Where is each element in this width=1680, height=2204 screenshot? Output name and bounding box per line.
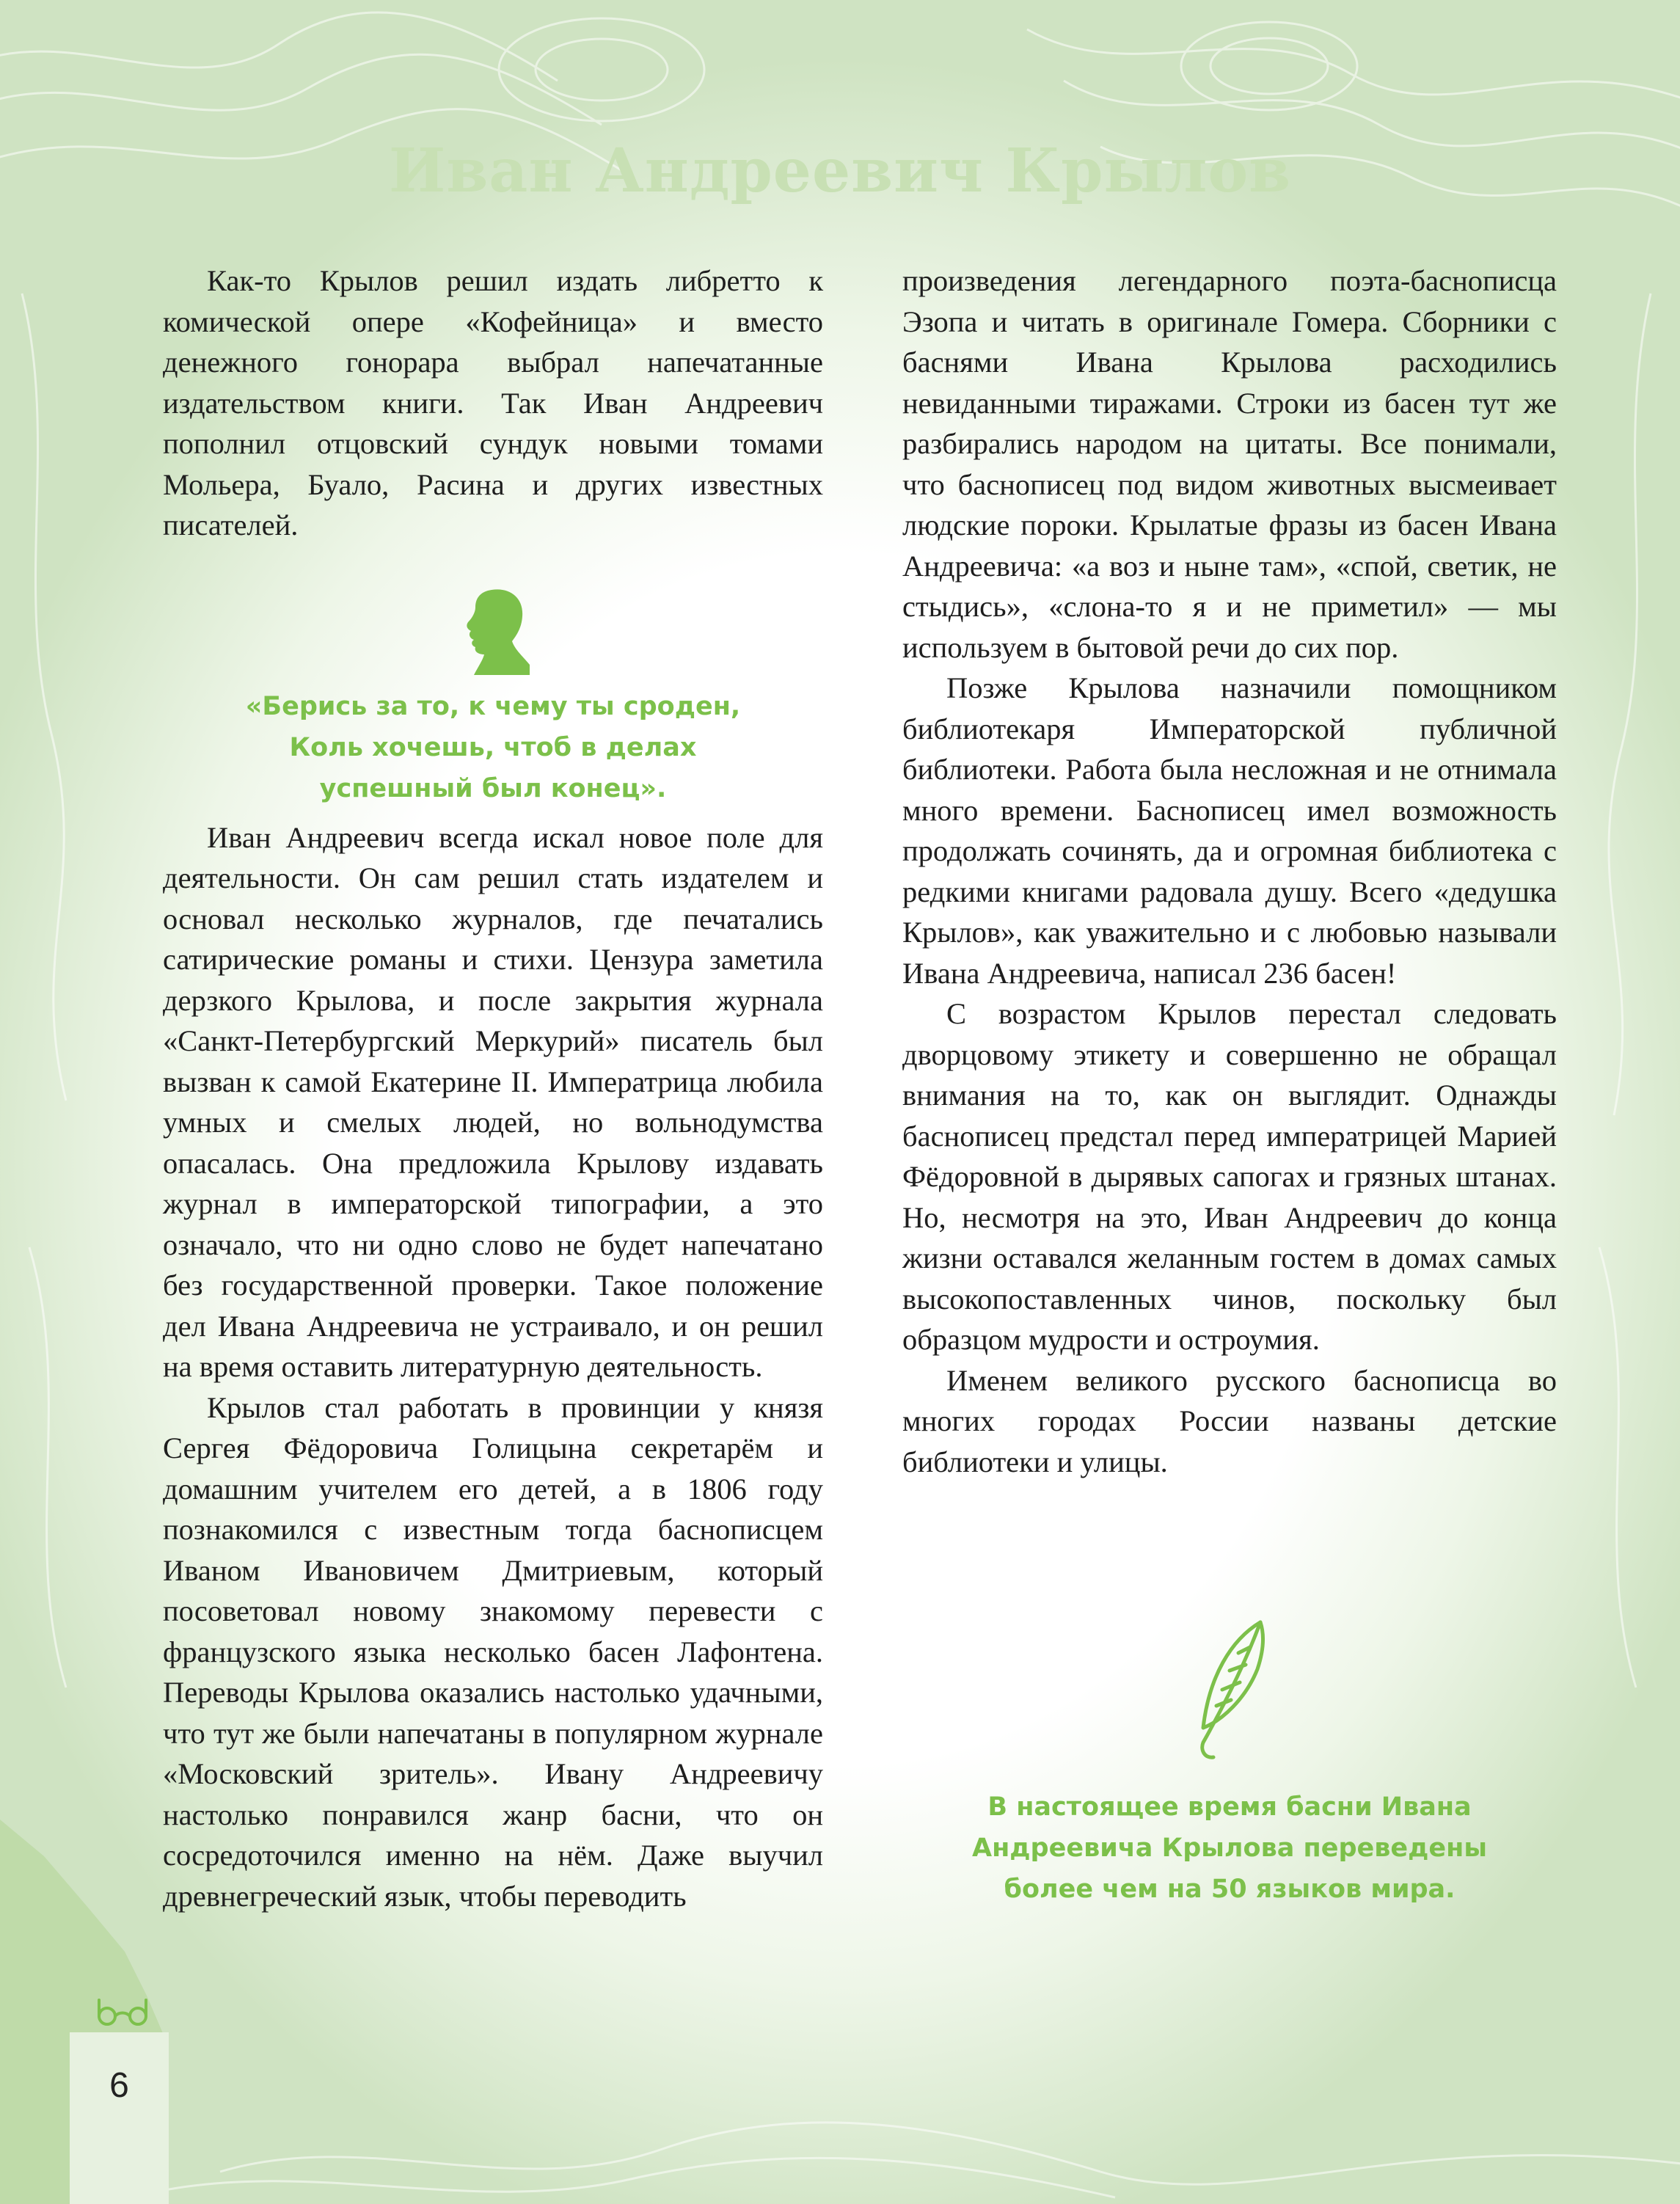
page-number: 6	[109, 2066, 129, 2105]
paragraph: Иван Андреевич всегда искал новое поле для деятельности. Он сам решил стать издателем и основал несколько журналов, где печатались сатирические романы и стихи. Цензура заметила дерзкого Крылова, и после закрытия журнала «Санкт-Петербургский Меркурий» писатель был вызван к самой Екатерине II. Императрица любила умных и смелых людей, но вольнодумства опасалась. Она предложила Крылову издавать журнал в императорской типографии, а это означало, что ни одно слово не будет напечатано без государственной проверки. Такое положение дел Ивана Андреевича не устраивало, и он решил на время оставить литературную деятельность.	[163, 820, 823, 1383]
quote-line: Коль хочешь, чтоб в делах	[289, 733, 697, 762]
paragraph: С возрастом Крылов перестал следовать дворцовому этикету и совершенно не обращал внимания на то, как он выглядит. Однажды баснописец предстал перед императрицей Марией Фёдоровной в дырявых сапогах и грязных штанах. Но, несмотря на это, Иван Андреевич до конца жизни оставался желанным гостем в домах самых высокопоставленных чинов, поскольку был образцом мудрости и остроумия.	[902, 997, 1557, 1356]
quote-line: успешный был конец».	[319, 774, 667, 803]
fact-block	[902, 1787, 1557, 1910]
paragraph: Именем великого русского баснописца во многих городах России названы детские библиотеки и улицы.	[902, 1363, 1557, 1478]
page-title: Иван Андреевич Крылов	[388, 136, 1292, 206]
paragraph: Позже Крылова назначили помощником библиотекаря Императорской публичной библиотеки. Работа была несложная и не отнимала много времени. Баснописец имел возможность продолжать сочинять, да и огромная библиотека с редкими книгами радовала душу. Всего «дедушка Крылов», как уважительно и с любовью называли Ивана Андреевича, написал 236 басен!	[902, 671, 1557, 990]
feather-icon	[1187, 1618, 1275, 1765]
fact-line: более чем на 50 языков мира.	[1004, 1875, 1456, 1904]
fact-line: В настоящее время басни Ивана	[987, 1792, 1472, 1822]
left-column	[163, 260, 823, 1916]
fact-line: Андреевича Крылова переведены	[972, 1833, 1487, 1863]
quote-block	[163, 583, 823, 809]
quote-line: «Берись за то, к чему ты сроден,	[245, 692, 741, 721]
paragraph: Как-то Крылов решил издать либретто к комической опере «Кофейница» и вместо денежного гонорара выбрал напечатанные издательством книги. Так Иван Андреевич пополнил отцовский сундук новыми томами Мольера, Буало, Расина и других известных писателей.	[163, 264, 823, 541]
page-number-tab	[70, 2032, 169, 2204]
paragraph: Крылов стал работать в провинции у князя Сергея Фёдоровича Голицына секретарём и домашним учителем его детей, а в 1806 году познакомился с известным тогда баснописцем Иваном Ивановичем Дмитриевым, который посоветовал новому знакомому перевести с французского языка несколько басен Лафонтена. Переводы Крылова оказались настолько удачными, что тут же были напечатаны в популярном журнале «Московский зритель». Ивану Андреевичу настолько понравился жанр басни, что он сосредоточился именно на нём. Даже выучил древнегреческий язык, чтобы переводить	[163, 1390, 823, 1913]
right-column	[902, 260, 1557, 1482]
glasses-icon	[94, 1997, 153, 2026]
paragraph: произведения легендарного поэта-баснописца Эзопа и читать в оригинале Гомера. Сборники с баснями Ивана Крылова расходились невиданными тиражами. Строки из басен тут же разбирались народом на цитаты. Все понимали, что баснописец под видом животных высмеивает людские пороки. Крылатые фразы из басен Ивана Андреевича: «а воз и ныне там», «спой, светик, не стыдись», «слона-то я и не приметил» — мы используем в бытовой речи до сих пор.	[902, 264, 1557, 664]
